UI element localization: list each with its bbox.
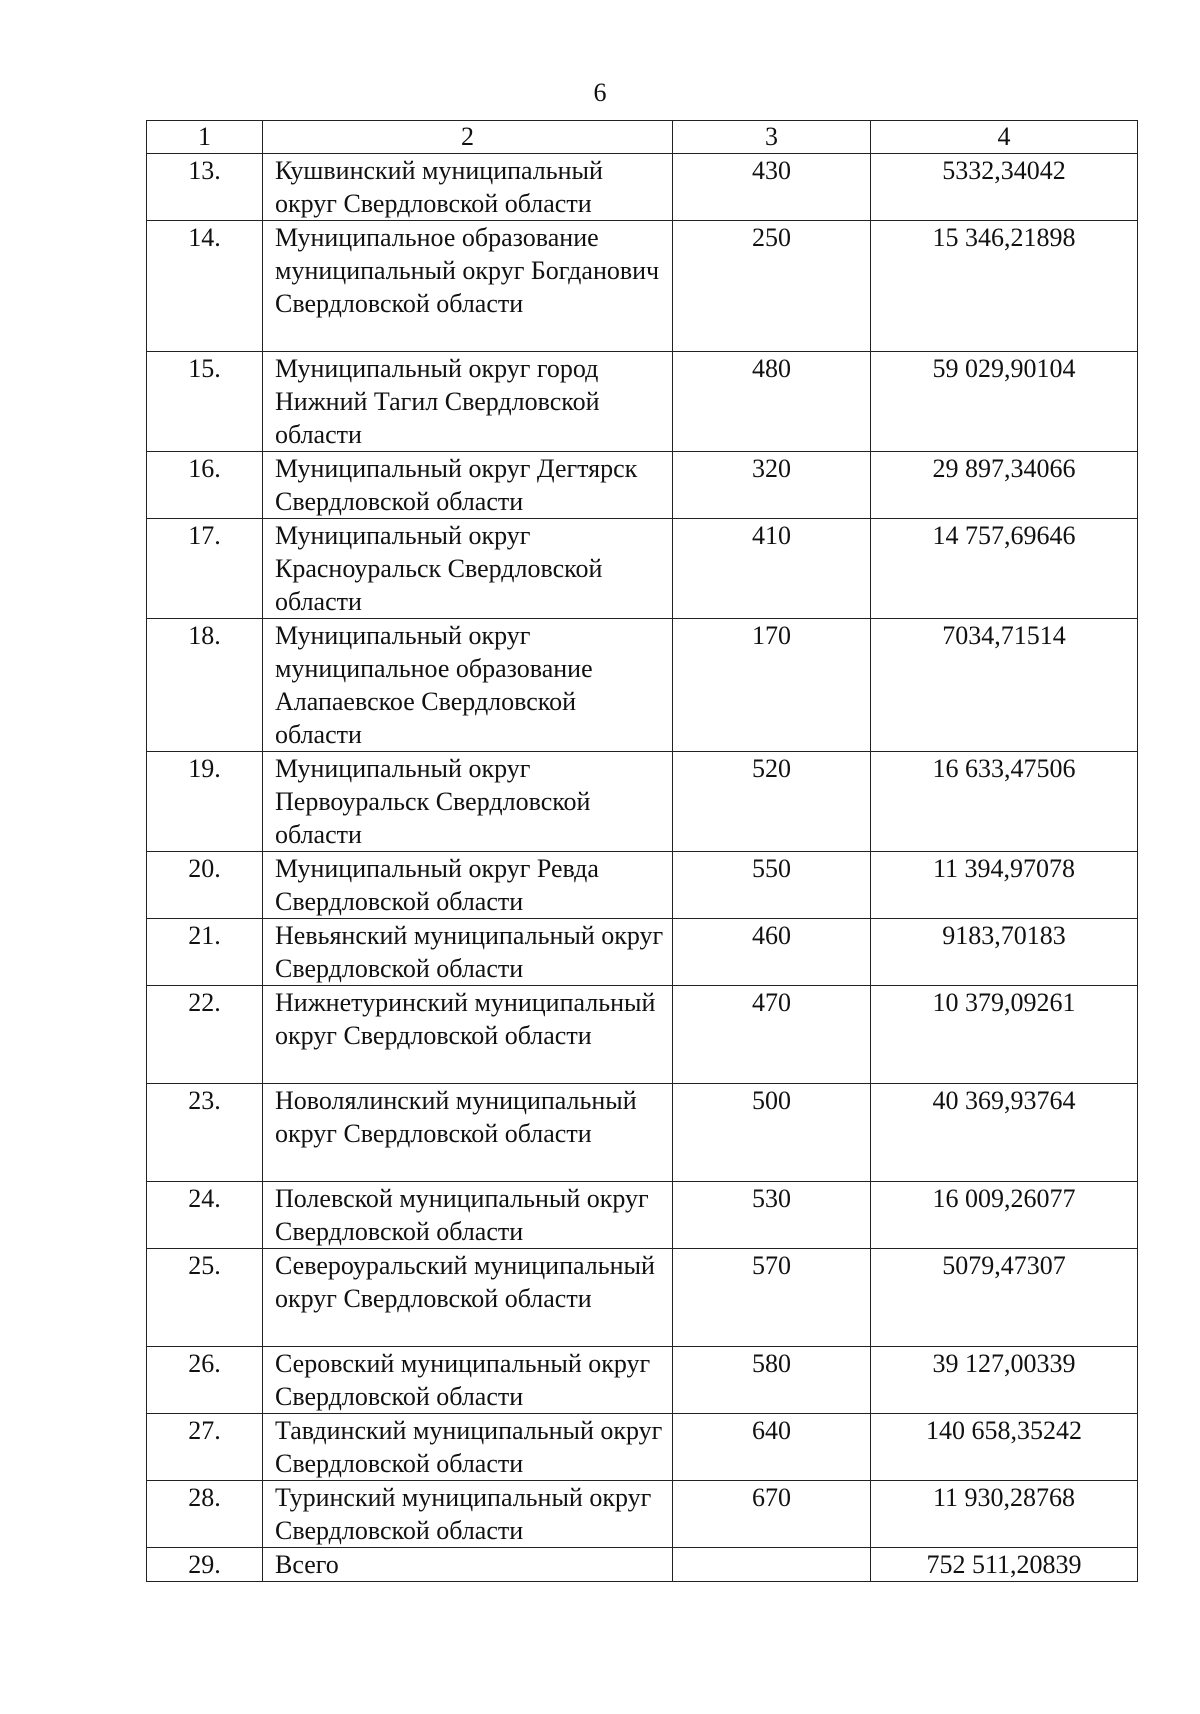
row-amount: 11 394,97078 bbox=[871, 852, 1138, 919]
row-code: 480 bbox=[673, 352, 871, 452]
row-municipality: Муниципальный округ город Нижний Тагил Свердловской области bbox=[263, 352, 673, 452]
row-code: 250 bbox=[673, 221, 871, 352]
header-col-3: 3 bbox=[673, 121, 871, 154]
row-code: 320 bbox=[673, 452, 871, 519]
row-code: 170 bbox=[673, 619, 871, 752]
row-municipality: Полевской муниципальный округ Свердловской области bbox=[263, 1182, 673, 1249]
row-number: 29. bbox=[147, 1548, 263, 1582]
row-number: 15. bbox=[147, 352, 263, 452]
row-code: 570 bbox=[673, 1249, 871, 1347]
row-municipality: Серовский муниципальный округ Свердловской области bbox=[263, 1347, 673, 1414]
row-municipality: Туринский муниципальный округ Свердловской области bbox=[263, 1481, 673, 1548]
row-amount: 5332,34042 bbox=[871, 154, 1138, 221]
row-amount: 40 369,93764 bbox=[871, 1084, 1138, 1182]
row-number: 13. bbox=[147, 154, 263, 221]
row-number: 19. bbox=[147, 752, 263, 852]
table-row bbox=[147, 1249, 1138, 1347]
row-number: 22. bbox=[147, 986, 263, 1084]
row-municipality: Невьянский муниципальный округ Свердловской области bbox=[263, 919, 673, 986]
row-total-amount: 752 511,20839 bbox=[871, 1548, 1138, 1582]
row-total-label: Всего bbox=[263, 1548, 673, 1582]
row-number: 18. bbox=[147, 619, 263, 752]
row-municipality: Кушвинский муниципальный округ Свердловской области bbox=[263, 154, 673, 221]
row-code: 430 bbox=[673, 154, 871, 221]
row-amount: 9183,70183 bbox=[871, 919, 1138, 986]
row-number: 14. bbox=[147, 221, 263, 352]
row-amount: 59 029,90104 bbox=[871, 352, 1138, 452]
table-row bbox=[147, 852, 1138, 919]
row-amount: 14 757,69646 bbox=[871, 519, 1138, 619]
table-row bbox=[147, 619, 1138, 752]
row-code: 470 bbox=[673, 986, 871, 1084]
row-municipality: Муниципальный округ Красноуральск Свердловской области bbox=[263, 519, 673, 619]
table-row bbox=[147, 752, 1138, 852]
row-code bbox=[673, 1548, 871, 1582]
row-number: 28. bbox=[147, 1481, 263, 1548]
row-municipality: Нижнетуринский муниципальный округ Свердловской области bbox=[263, 986, 673, 1084]
table-row bbox=[147, 1347, 1138, 1414]
table-row bbox=[147, 352, 1138, 452]
row-number: 25. bbox=[147, 1249, 263, 1347]
row-amount: 16 633,47506 bbox=[871, 752, 1138, 852]
row-municipality: Муниципальный округ Ревда Свердловской области bbox=[263, 852, 673, 919]
table-row bbox=[147, 1084, 1138, 1182]
row-municipality: Тавдинский муниципальный округ Свердловской области bbox=[263, 1414, 673, 1481]
row-municipality: Муниципальный округ муниципальное образование Алапаевское Свердловской области bbox=[263, 619, 673, 752]
row-number: 16. bbox=[147, 452, 263, 519]
table-row bbox=[147, 1182, 1138, 1249]
table-row bbox=[147, 221, 1138, 352]
table-row-total bbox=[147, 1548, 1138, 1582]
row-amount: 16 009,26077 bbox=[871, 1182, 1138, 1249]
row-number: 23. bbox=[147, 1084, 263, 1182]
table-header-row bbox=[147, 121, 1138, 154]
row-code: 640 bbox=[673, 1414, 871, 1481]
header-col-1: 1 bbox=[147, 121, 263, 154]
header-col-4: 4 bbox=[871, 121, 1138, 154]
row-amount: 140 658,35242 bbox=[871, 1414, 1138, 1481]
row-number: 24. bbox=[147, 1182, 263, 1249]
row-amount: 7034,71514 bbox=[871, 619, 1138, 752]
row-amount: 39 127,00339 bbox=[871, 1347, 1138, 1414]
row-number: 20. bbox=[147, 852, 263, 919]
row-amount: 15 346,21898 bbox=[871, 221, 1138, 352]
table-row bbox=[147, 519, 1138, 619]
header-col-2: 2 bbox=[263, 121, 673, 154]
row-municipality: Муниципальный округ Первоуральск Свердловской области bbox=[263, 752, 673, 852]
row-code: 460 bbox=[673, 919, 871, 986]
row-amount: 11 930,28768 bbox=[871, 1481, 1138, 1548]
row-code: 500 bbox=[673, 1084, 871, 1182]
row-municipality: Североуральский муниципальный округ Свердловской области bbox=[263, 1249, 673, 1347]
table-row bbox=[147, 919, 1138, 986]
row-municipality: Новолялинский муниципальный округ Свердловской области bbox=[263, 1084, 673, 1182]
row-amount: 5079,47307 bbox=[871, 1249, 1138, 1347]
table-row bbox=[147, 986, 1138, 1084]
row-code: 530 bbox=[673, 1182, 871, 1249]
table-row bbox=[147, 1414, 1138, 1481]
row-code: 520 bbox=[673, 752, 871, 852]
row-amount: 10 379,09261 bbox=[871, 986, 1138, 1084]
row-municipality: Муниципальное образование муниципальный округ Богданович Свердловской области bbox=[263, 221, 673, 352]
table-row bbox=[147, 154, 1138, 221]
allocation-table bbox=[146, 120, 1138, 1582]
row-amount: 29 897,34066 bbox=[871, 452, 1138, 519]
table-row bbox=[147, 1481, 1138, 1548]
row-number: 26. bbox=[147, 1347, 263, 1414]
row-number: 21. bbox=[147, 919, 263, 986]
row-code: 580 bbox=[673, 1347, 871, 1414]
row-code: 550 bbox=[673, 852, 871, 919]
row-number: 17. bbox=[147, 519, 263, 619]
row-code: 410 bbox=[673, 519, 871, 619]
table-row bbox=[147, 452, 1138, 519]
row-number: 27. bbox=[147, 1414, 263, 1481]
row-municipality: Муниципальный округ Дегтярск Свердловской области bbox=[263, 452, 673, 519]
page-number: 6 bbox=[593, 78, 607, 107]
row-code: 670 bbox=[673, 1481, 871, 1548]
